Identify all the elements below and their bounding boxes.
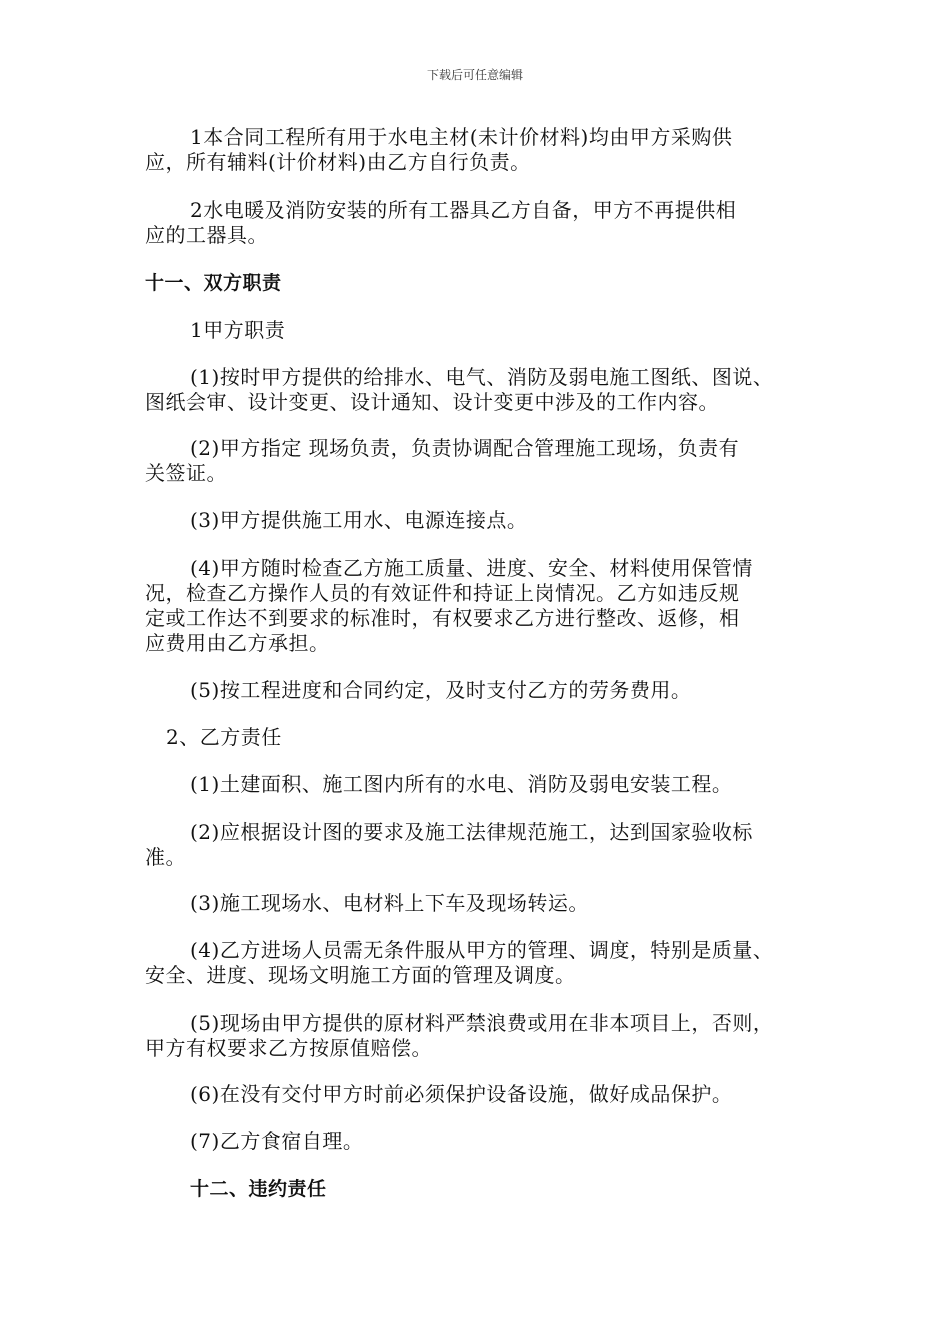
- body-line: (1)按时甲方提供的给排水、电气、消防及弱电施工图纸、图说、: [190, 365, 774, 389]
- body-line: (4)乙方进场人员需无条件服从甲方的管理、调度，特别是质量、: [190, 938, 774, 962]
- body-line: 图纸会审、设计变更、设计通知、设计变更中涉及的工作内容。: [145, 390, 719, 414]
- body-line: 关签证。: [145, 461, 227, 485]
- body-line: (3)施工现场水、电材料上下车及现场转运。: [190, 891, 589, 915]
- body-line: (6)在没有交付甲方时前必须保护设备设施，做好成品保护。: [190, 1082, 733, 1106]
- body-line: (2)甲方指定 现场负责，负责协调配合管理施工现场，负责有: [190, 436, 740, 460]
- section-heading: 十一、双方职责: [145, 272, 282, 294]
- body-line: 1本合同工程所有用于水电主材(未计价材料)均由甲方采购供: [190, 125, 733, 149]
- body-line: (5)现场由甲方提供的原材料严禁浪费或用在非本项目上，否则，: [190, 1011, 774, 1035]
- body-line: 况，检查乙方操作人员的有效证件和持证上岗情况。乙方如违反规: [145, 581, 740, 605]
- body-line: 安全、进度、现场文明施工方面的管理及调度。: [145, 963, 576, 987]
- body-line: (7)乙方食宿自理。: [190, 1129, 364, 1153]
- body-line: (3)甲方提供施工用水、电源连接点。: [190, 508, 528, 532]
- body-line: (5)按工程进度和合同约定，及时支付乙方的劳务费用。: [190, 678, 692, 702]
- subsection-heading: 2、乙方责任: [166, 725, 282, 749]
- body-line: 甲方有权要求乙方按原值赔偿。: [145, 1036, 432, 1060]
- body-line: 准。: [145, 845, 186, 869]
- body-line: 应，所有辅料(计价材料)由乙方自行负责。: [145, 150, 531, 174]
- body-line: (4)甲方随时检查乙方施工质量、进度、安全、材料使用保管情: [190, 556, 753, 580]
- subsection-heading: 1甲方职责: [190, 318, 286, 342]
- section-heading: 十二、违约责任: [190, 1178, 327, 1200]
- body-line: 定或工作达不到要求的标准时，有权要求乙方进行整改、返修，相: [145, 606, 740, 630]
- body-line: (1)土建面积、施工图内所有的水电、消防及弱电安装工程。: [190, 772, 733, 796]
- body-line: 应的工器具。: [145, 223, 268, 247]
- body-line: (2)应根据设计图的要求及施工法律规范施工，达到国家验收标: [190, 820, 753, 844]
- body-line: 2水电暖及消防安装的所有工器具乙方自备，甲方不再提供相: [190, 198, 737, 222]
- page-header: 下载后可任意编辑: [426, 68, 523, 82]
- body-line: 应费用由乙方承担。: [145, 631, 330, 655]
